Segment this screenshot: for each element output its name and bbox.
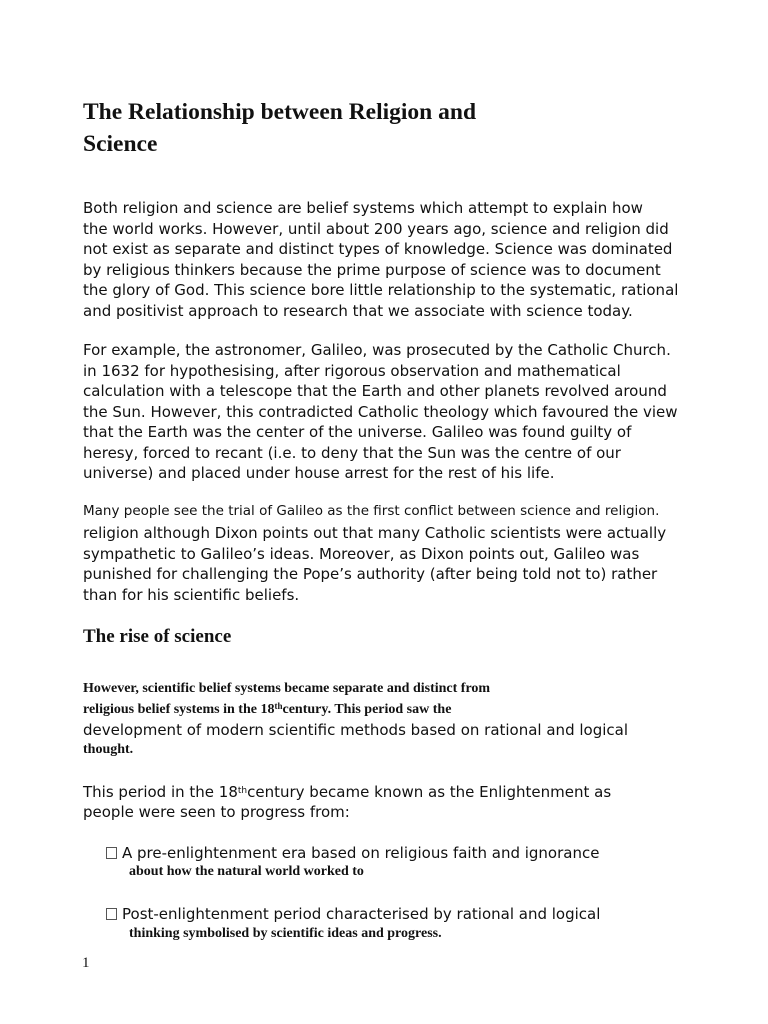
text-line: the Sun. However, this contradicted Catholic theology which favoured the view [83, 402, 678, 421]
text-line: For example, the astronomer, Galileo, was prosecuted by the Catholic Church. [83, 341, 671, 359]
paragraph-conflict-intro: Many people see the trial of Galileo as the first conflict between science and religion. [83, 503, 660, 519]
text-line: the world works. However, until about 200 years ago, science and religion did [83, 219, 669, 238]
checkbox-bullet-icon [106, 908, 117, 920]
bullet-item [106, 904, 600, 925]
text-fragment: This period in the 18 [83, 783, 238, 801]
text-line: not exist as separate and distinct types of knowledge. Science was dominated [83, 240, 673, 258]
title-line: The Relationship between Religion and [83, 99, 477, 125]
text-line: the glory of God. This science bore little relationship to the systematic, rational [83, 281, 679, 299]
text-line: However, scientific belief systems became separate and distinct from [83, 681, 491, 696]
paragraph-conflict [83, 523, 666, 605]
text-fragment: century became known as the Enlightenment as [247, 783, 612, 801]
bullet-continuation: thinking symbolised by scientific ideas and progress. [129, 926, 442, 941]
text-fragment: religious belief systems in the 18 [83, 702, 275, 717]
superscript: th [274, 701, 283, 711]
text-line: religion although Dixon points out that many Catholic scientists were actually [83, 524, 667, 542]
text-line: people were seen to progress from: [83, 803, 350, 821]
text-line: and positivist approach to research that we associate with science today. [83, 301, 633, 320]
text-line: that the Earth was the center of the universe. Galileo was found guilty of [83, 423, 632, 441]
bullet-text: A pre-enlightenment era based on religious faith and ignorance [122, 844, 600, 862]
paragraph-intro [83, 198, 678, 321]
document-title [83, 96, 476, 160]
section-heading: The rise of science [83, 626, 232, 647]
text-line-with-superscript [83, 702, 451, 718]
title-line: Science [83, 131, 158, 157]
page-number: 1 [82, 955, 90, 971]
text-line: universe) and placed under house arrest for the rest of his life. [83, 464, 555, 482]
text-line: heresy, forced to recant (i.e. to deny that the Sun was the centre of our [83, 443, 621, 462]
text-line: calculation with a telescope that the Earth and other planets revolved around [83, 382, 667, 400]
text-line: development of modern scientific methods based on rational and logical [83, 721, 628, 739]
checkbox-bullet-icon [106, 847, 117, 859]
text-line: thought. [83, 742, 134, 757]
text-fragment: century. This period saw the [282, 702, 452, 717]
text-line: in 1632 for hypothesising, after rigorous observation and mathematical [83, 361, 621, 380]
superscript: th [237, 786, 248, 796]
text-line: by religious thinkers because the prime purpose of science was to document [83, 260, 661, 279]
bullet-text: Post-enlightenment period characterised by rational and logical [122, 905, 601, 923]
bullet-item [106, 843, 599, 864]
text-line-with-superscript [83, 782, 611, 803]
text-line: sympathetic to Galileo’s ideas. Moreover, as Dixon points out, Galileo was [83, 544, 640, 563]
text-line: punished for challenging the Pope’s authority (after being told not to) rather [83, 565, 658, 583]
text-line: than for his scientific beliefs. [83, 585, 300, 604]
text-line: Both religion and science are belief systems which attempt to explain how [83, 199, 643, 217]
paragraph-galileo [83, 340, 678, 484]
bullet-continuation: about how the natural world worked to [129, 864, 364, 879]
